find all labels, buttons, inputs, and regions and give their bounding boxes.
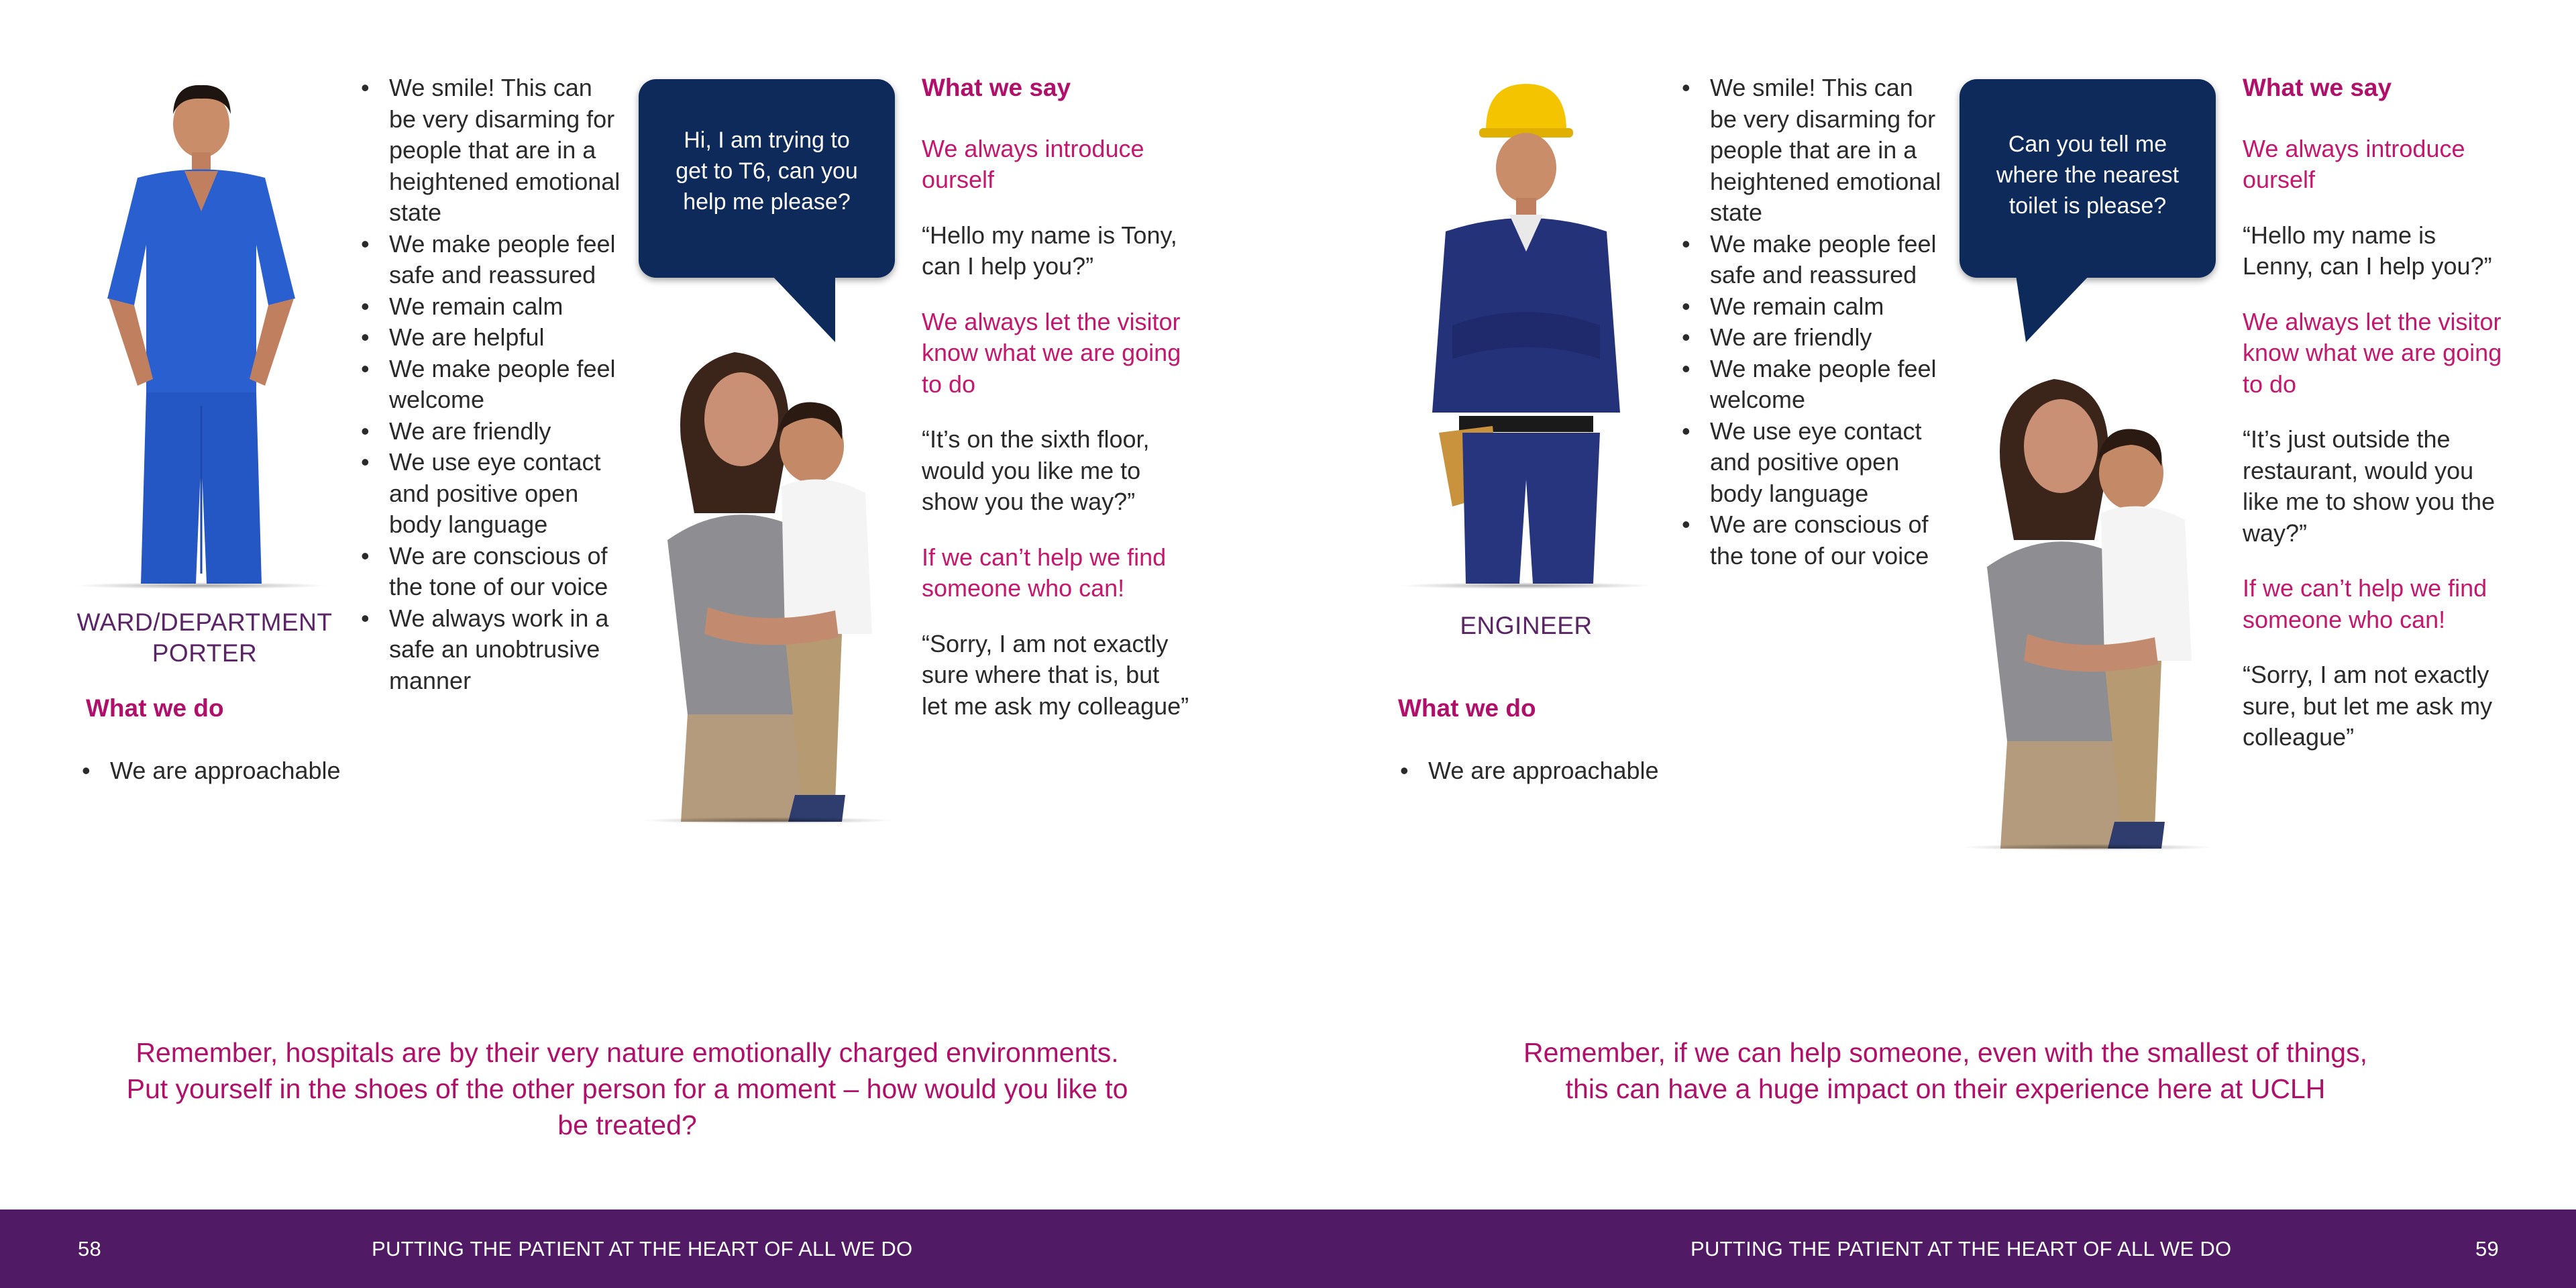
mother-child-photo-shadow xyxy=(641,817,896,824)
say-guideline: We always introduce ourself xyxy=(2243,134,2465,193)
list-item: • We are helpful xyxy=(360,322,621,354)
list-item: • We smile! This can be very disarming for people that are in a heightened emotional state xyxy=(1680,72,1942,229)
engineer-photo xyxy=(1399,77,1654,587)
porter-photo-shadow xyxy=(74,582,329,589)
speech-bubble-tail xyxy=(771,275,845,349)
mother-child-photo xyxy=(1960,366,2215,849)
page-number: 59 xyxy=(2475,1237,2500,1260)
list-item: • We make people feel welcome xyxy=(360,354,621,416)
say-guideline: If we can’t help we find someone who can! xyxy=(922,543,1167,602)
say-quote: “It’s just outside the restaurant, would you like me to show you the way?” xyxy=(2243,425,2496,547)
what-we-do-heading: What we do xyxy=(86,694,224,722)
list-item: • We remain calm xyxy=(360,291,621,323)
remember-note: Remember, hospitals are by their very nature emotionally charged environments. Put yourself in the shoes of the other person for a moment – how would you like to be treated? xyxy=(126,1037,1128,1140)
page-number: 58 xyxy=(78,1237,102,1260)
behaviour-list xyxy=(1680,72,1942,572)
role-caption-engineer: ENGINEER xyxy=(1460,612,1593,639)
list-item: • We make people feel welcome xyxy=(1680,354,1942,416)
what-we-do-heading: What we do xyxy=(1398,694,1536,722)
say-quote: “Hello my name is Lenny, can I help you?” xyxy=(2243,221,2492,280)
approachable-list xyxy=(1399,755,1680,787)
list-item: • We make people feel safe and reassured xyxy=(1680,229,1942,291)
list-item: • We always work in a safe an unobtrusive manner xyxy=(360,603,621,697)
what-we-say-column xyxy=(2243,72,2511,777)
list-item: • We use eye contact and positive open body language xyxy=(1680,416,1942,510)
speech-bubble-tail xyxy=(2016,275,2090,349)
speech-bubble xyxy=(639,79,895,278)
say-guideline: We always let the visitor know what we are going to do xyxy=(2243,307,2502,398)
what-we-say-heading: What we say xyxy=(922,74,1071,101)
say-guideline: We always introduce ourself xyxy=(922,134,1144,193)
list-item: • We are approachable xyxy=(1399,755,1680,787)
list-item: • We remain calm xyxy=(1680,291,1942,323)
list-item: • We smile! This can be very disarming for people that are in a heightened emotional state xyxy=(360,72,621,229)
say-quote: “Sorry, I am not exactly sure where that is, but let me ask my colleague” xyxy=(922,629,1189,720)
say-quote: “It’s on the sixth floor, would you like me to show you the way?” xyxy=(922,425,1150,515)
say-guideline: We always let the visitor know what we are going to do xyxy=(922,307,1181,398)
approachable-list xyxy=(80,755,362,787)
say-quote: “Hello my name is Tony, can I help you?” xyxy=(922,221,1177,280)
speech-bubble-text: Can you tell me where the nearest toilet is please? xyxy=(1996,131,2180,219)
speech-bubble xyxy=(1960,79,2216,278)
list-item: • We are conscious of the tone of our voice xyxy=(360,541,621,603)
footer-bar xyxy=(0,1210,2576,1288)
list-item: • We use eye contact and positive open body language xyxy=(360,447,621,541)
say-guideline: If we can’t help we find someone who can! xyxy=(2243,574,2487,633)
say-quote: “Sorry, I am not exactly sure, but let me ask my colleague” xyxy=(2243,661,2493,751)
list-item: • We are friendly xyxy=(360,416,621,447)
speech-bubble-text: Hi, I am trying to get to T6, can you help me please? xyxy=(676,127,858,215)
engineer-photo-shadow xyxy=(1399,582,1654,589)
list-item: • We are approachable xyxy=(80,755,362,787)
mother-child-photo-shadow xyxy=(1960,844,2215,851)
mother-child-photo xyxy=(641,339,896,822)
behaviour-list xyxy=(360,72,621,696)
footer-title: PUTTING THE PATIENT AT THE HEART OF ALL WE DO xyxy=(372,1237,913,1260)
list-item: • We make people feel safe and reassured xyxy=(360,229,621,291)
what-we-say-heading: What we say xyxy=(2243,74,2392,101)
list-item: • We are friendly xyxy=(1680,322,1942,354)
remember-note: Remember, if we can help someone, even with the smallest of things, this can have a huge impact on their experience here at UCLH xyxy=(1523,1037,2367,1104)
footer-title: PUTTING THE PATIENT AT THE HEART OF ALL WE DO xyxy=(1690,1237,2232,1260)
what-we-say-column xyxy=(922,72,1190,746)
porter-photo xyxy=(74,77,329,587)
list-item: • We are conscious of the tone of our voice xyxy=(1680,509,1942,572)
role-caption-porter: WARD/DEPARTMENT PORTER xyxy=(76,608,333,667)
